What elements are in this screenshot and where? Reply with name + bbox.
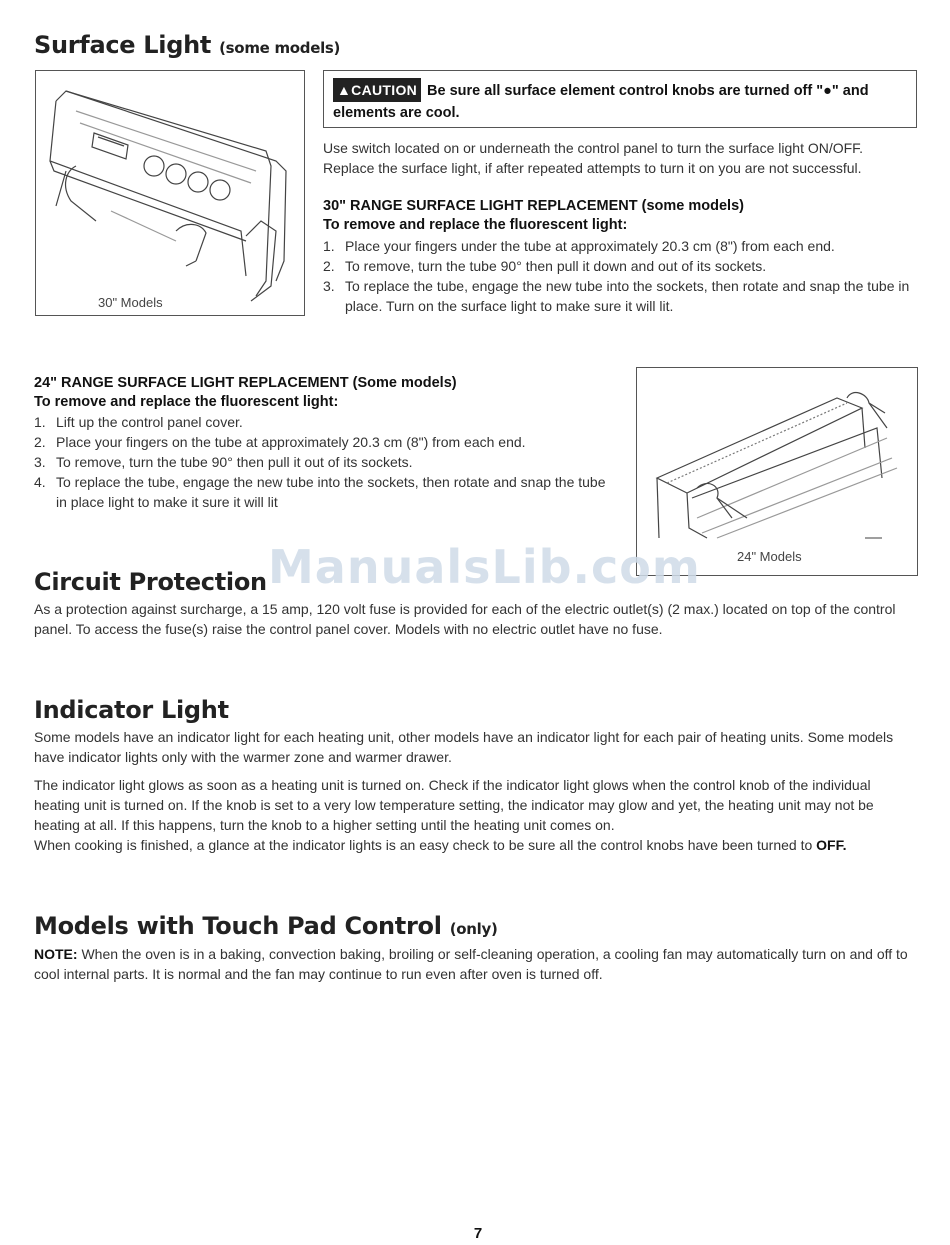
range-30-illustration (36, 71, 304, 315)
range30-step (323, 236, 917, 256)
watermark: ManualsLib.com (268, 540, 701, 594)
indicator-light-para3 (34, 835, 916, 855)
indicator-light-title: Indicator Light (34, 696, 229, 724)
indicator-light-para3-bold: OFF. (816, 837, 847, 853)
indicator-light-para2: The indicator light glows as soon as a heating unit is turned on. Check if the indicator light glows when the control knob of the individual heating unit is turned on. If the knob is set to a very low temperature setting, the indicator may glow and yet, the heating unit may not be heating at all. If this happens, turn the knob to a higher setting until the heating unit comes on. (34, 777, 874, 833)
touch-pad-note-text: When the oven is in a baking, convection baking, broiling or self-cleaning operation, a cooling fan may automatically turn on and off to cool internal parts. It is normal and the fan may continue to run even after oven is turned off. (34, 946, 908, 982)
step-number: 1. (34, 414, 46, 430)
range24-heading: 24" RANGE SURFACE LIGHT REPLACEMENT (Some models) (34, 375, 457, 391)
figure-30-models (35, 70, 305, 316)
step-number: 2. (34, 434, 46, 450)
step-text: To remove, turn the tube 90° then pull it out of its sockets. (56, 454, 413, 470)
range24-subheading: To remove and replace the fluorescent light: (34, 394, 339, 410)
surface-light-title (34, 31, 340, 59)
range24-step (34, 432, 619, 452)
step-number: 2. (323, 258, 335, 274)
touch-pad-title (34, 912, 498, 940)
step-text: To replace the tube, engage the new tube into the sockets, then rotate and snap the tube in place. Turn on the surface light to make sure it will lit. (345, 278, 910, 314)
step-text: Lift up the control panel cover. (56, 414, 243, 430)
touch-pad-note-label: NOTE: (34, 946, 78, 962)
touch-pad-title-text: Models with Touch Pad Control (34, 912, 442, 940)
surface-light-title-note: (some models) (219, 39, 341, 57)
caution-badge (333, 78, 421, 102)
range24-step (34, 472, 619, 512)
figure-30-caption: 30" Models (98, 295, 163, 310)
indicator-light-para3-text: When cooking is finished, a glance at the indicator lights is an easy check to be sure all the control knobs have been turned to (34, 837, 817, 853)
step-text: To remove, turn the tube 90° then pull it down and out of its sockets. (345, 258, 767, 274)
range30-step (323, 276, 917, 316)
range24-steps (34, 412, 619, 512)
touch-pad-title-note: (only) (449, 920, 498, 938)
step-text: Place your fingers on the tube at approximately 20.3 cm (8") from each end. (56, 434, 526, 450)
range30-heading: 30" RANGE SURFACE LIGHT REPLACEMENT (some models) (323, 198, 744, 214)
range24-step (34, 452, 619, 472)
surface-light-intro: Use switch located on or underneath the control panel to turn the surface light ON/OFF. Replace the surface light, if after repeated attempts to turn it on you are not successful. (323, 140, 864, 176)
step-number: 3. (323, 278, 335, 294)
circuit-protection-title: Circuit Protection (34, 568, 267, 596)
range30-steps (323, 236, 917, 316)
warning-triangle-icon: ▲ (337, 82, 352, 98)
indicator-light-para1: Some models have an indicator light for each heating unit, other models have an indicator light for each pair of heating units. Some models have indicator lights only with the warmer zone and warmer drawer. (34, 729, 894, 765)
step-number: 3. (34, 454, 46, 470)
range30-subheading: To remove and replace the fluorescent light: (323, 217, 628, 233)
step-number: 4. (34, 474, 46, 490)
circuit-protection-text: As a protection against surcharge, a 15 amp, 120 volt fuse is provided for each of the electric outlet(s) (2 max.) located on top of the control panel. To access the fuse(s) raise the control panel cover. Models with no electric outlet have no fuse. (34, 601, 896, 637)
range24-step (34, 412, 619, 432)
step-text: Place your fingers under the tube at approximately 20.3 cm (8") from each end. (345, 238, 835, 254)
caution-box (323, 70, 917, 128)
touch-pad-note (34, 944, 916, 984)
caution-badge-label: CAUTION (351, 82, 418, 98)
step-text: To replace the tube, engage the new tube into the sockets, then rotate and snap the tube in place light to make it sure it will lit (56, 474, 606, 510)
range30-step (323, 256, 917, 276)
caution-text: Be sure all surface element control knobs are turned off "●" and elements are cool. (333, 83, 869, 121)
surface-light-title-text: Surface Light (34, 31, 212, 59)
page-number: 7 (473, 1225, 483, 1242)
figure-24-caption: 24" Models (737, 549, 802, 564)
step-number: 1. (323, 238, 335, 254)
